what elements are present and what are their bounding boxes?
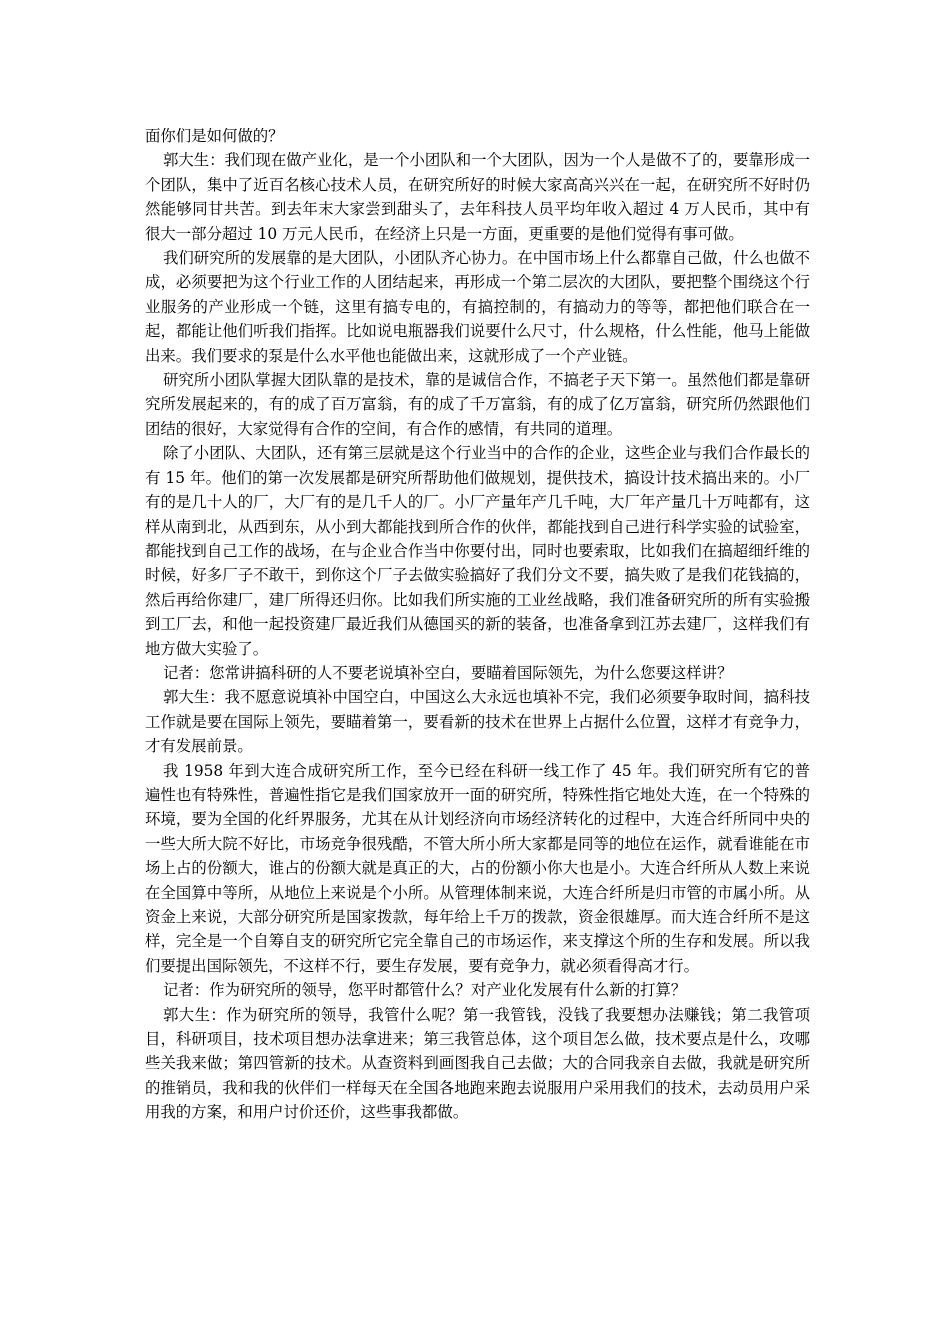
- paragraph-10: 郭大生：作为研究所的领导，我管什么呢？第一我管钱，没钱了我要想办法赚钱；第二我管项目，科研项目，技术项目想办法拿进来；第三我管总体，这个项目怎么做，技术要点是什么，攻哪些关我来做；第四管新的技术。从查资料到画图我自己去做；大的合同我亲自去做，我就是研究所的推销员，我和我的伙伴们一样每天在全国各地跑来跑去说服用户采用我们的技术，去动员用户采用我的方案，和用户讨价还价，这些事我都做。: [145, 1005, 810, 1122]
- paragraph-3: 我们研究所的发展靠的是大团队，小团队齐心协力。在中国市场上什么都靠自己做，什么也做不成，必须要把为这个行业工作的人团结起来，再形成一个第二层次的大团队，要把整个围绕这个行业服务的产业形成一个链，这里有搞专电的，有搞控制的，有搞动力的等等，都把他们联合在一起，都能让他们听我们指挥。比如说电瓶器我们说要什么尺寸，什么规格，什么性能，他马上能做出来。我们要求的泵是什么水平他也能做出来，这就形成了一个产业链。: [145, 249, 810, 365]
- paragraph-7: 郭大生：我不愿意说填补中国空白，中国这么大永远也填补不完，我们必须要争取时间，搞科技工作就是要在国际上领先，要瞄着第一，要看新的技术在世界上占据什么位置，这样才有竞争力，才有发展前景。: [145, 688, 810, 756]
- document-body: [145, 124, 810, 1125]
- paragraph-1: 面你们是如何做的？: [145, 127, 284, 145]
- paragraph-4: 研究所小团队掌握大团队靠的是技术，靠的是诚信合作，不搞老子天下第一。虽然他们都是靠研究所发展起来的，有的成了百万富翁，有的成了千万富翁，有的成了亿万富翁，研究所仍然跟他们团结的很好，大家觉得有合作的空间，有合作的感情，有共同的道理。: [145, 371, 810, 438]
- paragraph-8: 我 1958 年到大连合成研究所工作，至今已经在科研一线工作了 45 年。我们研究所有它的普遍性也有特殊性，普遍性指它是我们国家放开一面的研究所，特殊性指它地处大连，在一个特殊的环境，要为全国的化纤界服务，尤其在从计划经济向市场经济转化的过程中，大连合纤所同中央的一些大所大院不好比，市场竞争很残酷，不管大所小所大家都是同等的地位在运作，就看谁能在市场上占的份额大，谁占的份额大就是真正的大，占的份额小你大也是小。大连合纤所从人数上来说在全国算中等所，从地位上来说是个小所。从管理体制来说，大连合纤所是归市管的市属小所。从资金上来说，大部分研究所是国家拨款，每年给上千万的拨款，资金很雄厚。而大连合纤所不是这样，完全是一个自筹自支的研究所它完全靠自己的市场运作，来支撑这个所的生存和发展。所以我们要提出国际领先，不这样不行，要生存发展，要有竞争力，就必须看得高才行。: [145, 761, 810, 975]
- paragraph-6: 记者：您常讲搞科研的人不要老说填补空白，要瞄着国际领先，为什么您要这样讲？: [163, 663, 733, 682]
- paragraph-2: 郭大生：我们现在做产业化，是一个小团队和一个大团队，因为一个人是做不了的，要靠形成一个团队，集中了近百名核心技术人员，在研究所好的时候大家高高兴兴在一起，在研究所不好时仍然能够同甘共苦。到去年末大家尝到甜头了，去年科技人员平均年收入超过 4 万人民币，其中有很大一部分超过 10 万元人民币，在经济上只是一方面，更重要的是他们觉得有事可做。: [145, 151, 810, 243]
- paragraph-5: 除了小团队、大团队，还有第三层就是这个行业当中的合作的企业，这些企业与我们合作最长的有 15 年。他们的第一次发展都是研究所帮助他们做规划，提供技术，搞设计技术搞出来的。小厂有的是几十人的厂，大厂有的是几千人的厂。小厂产量年产几千吨，大厂年产量几十万吨都有，这样从南到北，从西到东，从小到大都能找到所合作的伙伴，都能找到自己进行科学实验的试验室，都能找到自己工作的战场，在与企业合作当中你要付出，同时也要索取，比如我们在搞超细纤维的时候，好多厂子不敢干，到你这个厂子去做实验搞好了我们分文不要，搞失败了是我们花钱搞的，然后再给你建厂，建厂所得还归你。比如我们所实施的工业丝战略，我们准备研究所的所有实验搬到工厂去，和他一起投资建厂最近我们从德国买的新的装备，也准备拿到江苏去建厂，这样我们有地方做大实验了。: [145, 444, 810, 658]
- paragraph-9: 记者：作为研究所的领导，您平时都管什么？对产业化发展有什么新的打算？: [163, 981, 687, 1000]
